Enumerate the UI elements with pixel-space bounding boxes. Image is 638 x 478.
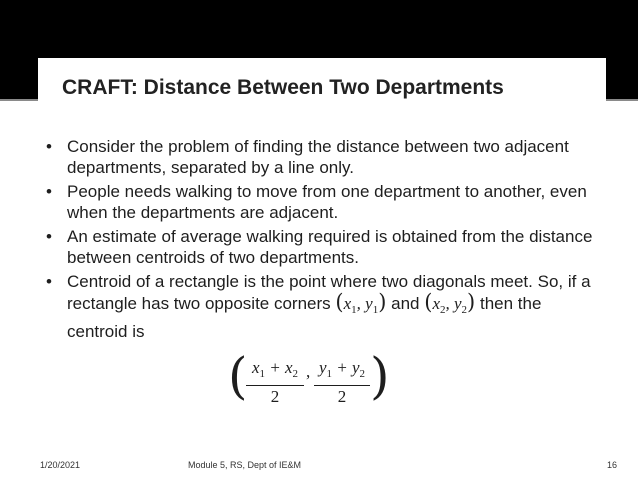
formula-left-paren: (	[228, 347, 248, 405]
footer-module: Module 5, RS, Dept of IE&M	[188, 460, 302, 470]
footer-date: 1/20/2021	[40, 460, 81, 470]
y-numerator: $y_1 + y_2$	[318, 358, 366, 380]
centroid-text-part3: then the centroid is	[67, 294, 542, 341]
corner-point-2: ($x_2$, $y_2$)	[424, 290, 476, 316]
centroid-text-part2: and	[391, 294, 420, 313]
y-denominator: 2	[337, 387, 347, 406]
y-fraction	[314, 358, 370, 407]
band-divider-right	[606, 99, 638, 101]
band-divider-left	[0, 99, 38, 101]
x-numerator: $x_1 + x_2$	[251, 358, 299, 380]
bullet-item: • An estimate of average walking required is obtained from the distance between centroids of two departments.	[46, 226, 602, 268]
centroid-text-part1: Centroid of a rectangle is the point where two diagonals meet. So, if a rectangle has two opposite corners	[67, 272, 591, 313]
footer-page-number: 16	[607, 460, 618, 470]
formula-comma: ,	[306, 362, 311, 381]
centroid-formula	[228, 347, 390, 406]
slide-title: CRAFT: Distance Between Two Departments	[62, 76, 504, 99]
bullet-list	[46, 136, 602, 345]
bullet-item: • Consider the problem of finding the distance between two adjacent departments, separated by a line only.	[46, 136, 602, 178]
x-denominator: 2	[270, 387, 280, 406]
formula-right-paren: )	[370, 347, 390, 405]
x-fraction	[246, 358, 304, 407]
corner-point-1: ($x_1$, $y_1$)	[335, 290, 387, 316]
y-fraction-bar	[314, 385, 370, 386]
x-fraction-bar	[246, 385, 304, 386]
bullet-item: • People needs walking to move from one department to another, even when the departments are adjacent.	[46, 181, 602, 223]
bullet-item-centroid	[46, 271, 602, 342]
